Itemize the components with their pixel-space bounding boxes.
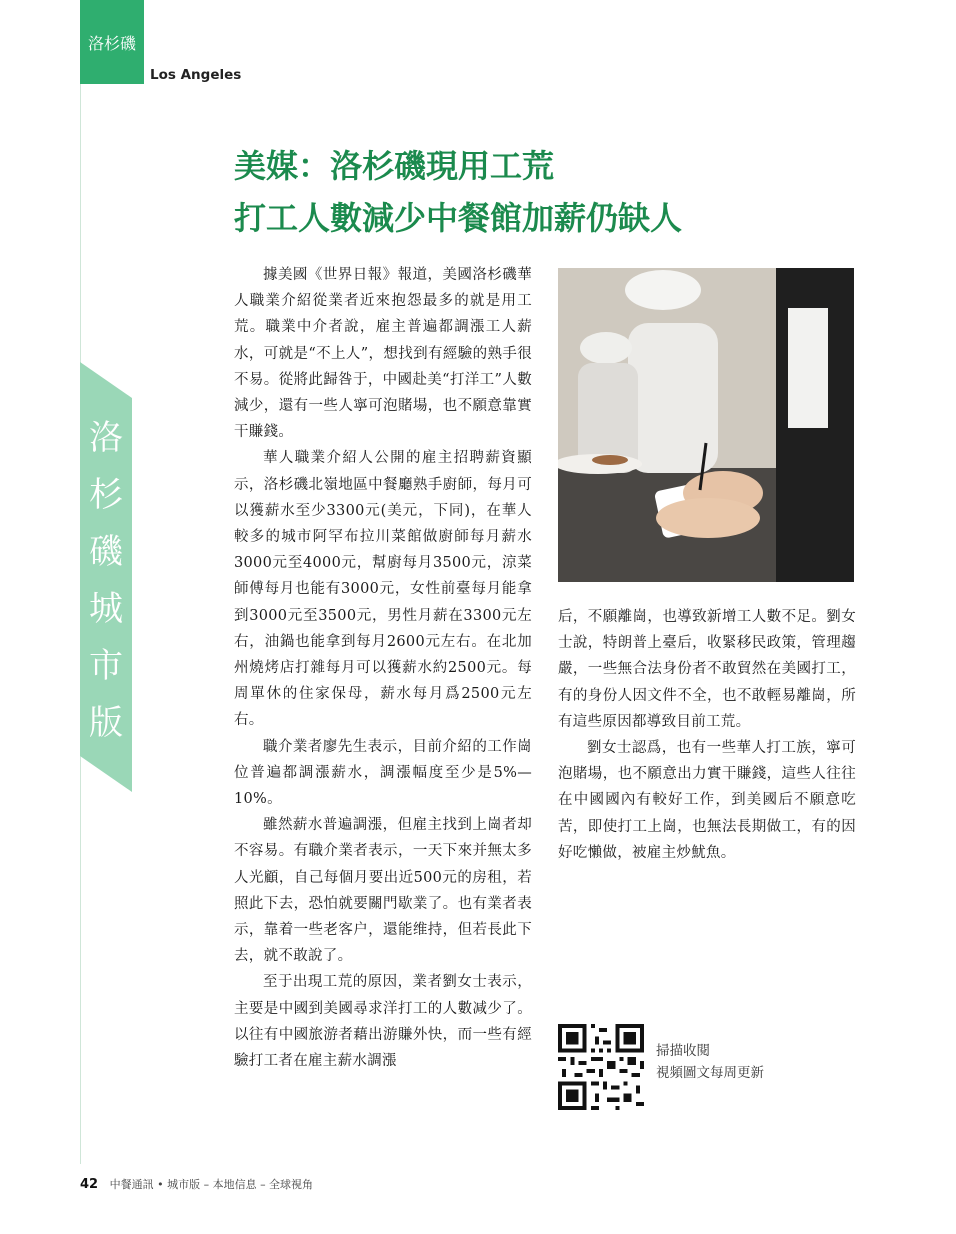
side-banner-char: 杉 — [89, 475, 123, 515]
side-banner-text — [80, 410, 132, 752]
side-banner-char: 洛 — [89, 418, 123, 458]
qr-caption-line-1: 掃描收閱 — [656, 1043, 710, 1059]
paragraph: 據美國《世界日報》報道，美國洛杉磯華人職業介紹從業者近來抱怨最多的就是用工荒。職業中介者說，雇主普遍都調漲工人薪水，可就是“不上人”，想找到有經驗的熟手很不易。從將此歸咎于，中國赴美“打洋工”人數減少，還有一些人寧可泡賭場，也不願意靠實干賺錢。 — [234, 267, 532, 441]
headline-line-1: 美媒：洛杉磯現用工荒 — [234, 147, 555, 185]
section-tab: 洛杉磯 — [80, 0, 144, 84]
side-banner-char: 磯 — [89, 532, 123, 572]
side-banner-char: 城 — [89, 589, 123, 629]
paragraph: 至于出現工荒的原因，業者劉女士表示，主要是中國到美國尋求洋打工的人數减少了。以往有中國旅游者藉出游賺外快，而一些有經驗打工者在雇主薪水調漲 — [234, 974, 532, 1070]
photo-illustration — [558, 268, 854, 582]
page-number: 42 — [80, 1177, 99, 1192]
paragraph: 華人職業介紹人公開的雇主招聘薪資顯示，洛杉磯北嶺地區中餐廳熟手廚師，每月可以獲薪水至少3300元(美元，下同)，在華人較多的城市阿罕布拉川菜館做廚師每月薪水3000元至4000元，幫廚每月3500元，涼菜師傅每月也能有3000元，女性前臺每月能拿到3000元至3500元，男性月薪在3300元左右，油鍋也能拿到每月2600元左右。在北加州燒烤店打雜每月可以獲薪水約2500元。每周單休的住家保母，薪水每月爲2500元左右。 — [234, 450, 532, 729]
qr-caption-line-2: 視頻圖文每周更新 — [656, 1065, 764, 1081]
paragraph: 職介業者廖先生表示，目前介紹的工作崗位普遍都調漲薪水，調漲幅度至少是5%—10%。 — [234, 738, 532, 808]
page-footer — [80, 1176, 313, 1192]
qr-code-icon — [558, 1024, 644, 1110]
article-right-column — [558, 604, 856, 866]
article-left-column — [234, 262, 532, 1074]
footer-text: 中餐通訊 • 城市版 – 本地信息 – 全球視角 — [109, 1178, 314, 1191]
paragraph: 后，不願離崗，也導致新增工人數不足。劉女士說，特朗普上臺后，收緊移民政策，管理趨嚴，一些無合法身份者不敢貿然在美國打工，有的身份人因文件不全，也不敢輕易離崗，所有這些原因都導致目前工荒。 — [558, 609, 856, 730]
side-banner-char: 市 — [89, 646, 123, 686]
article-headline — [234, 140, 874, 244]
restaurant-staff-photo — [558, 268, 854, 582]
paragraph: 雖然薪水普遍調漲，但雇主找到上崗者却不容易。有職介業者表示，一天下來并無太多人光顧，自己每個月要出近500元的房租，若照此下去，恐怕就要關門歇業了。也有業者表示，靠着一些老客户，還能维持，但若長此下去，就不敢說了。 — [234, 817, 532, 965]
section-english-label: Los Angeles — [150, 67, 242, 83]
headline-line-2: 打工人數減少中餐館加薪仍缺人 — [234, 199, 683, 237]
side-banner-char: 版 — [89, 703, 123, 743]
qr-caption — [656, 1040, 764, 1084]
paragraph: 劉女士認爲，也有一些華人打工族，寧可泡賭場，也不願意出力實干賺錢，這些人往往在中國國內有較好工作，到美國后不願意吃苦，即使打工上崗，也無法長期做工，有的因好吃懶做，被雇主炒魷魚。 — [558, 740, 856, 861]
qr-code[interactable] — [558, 1024, 644, 1110]
